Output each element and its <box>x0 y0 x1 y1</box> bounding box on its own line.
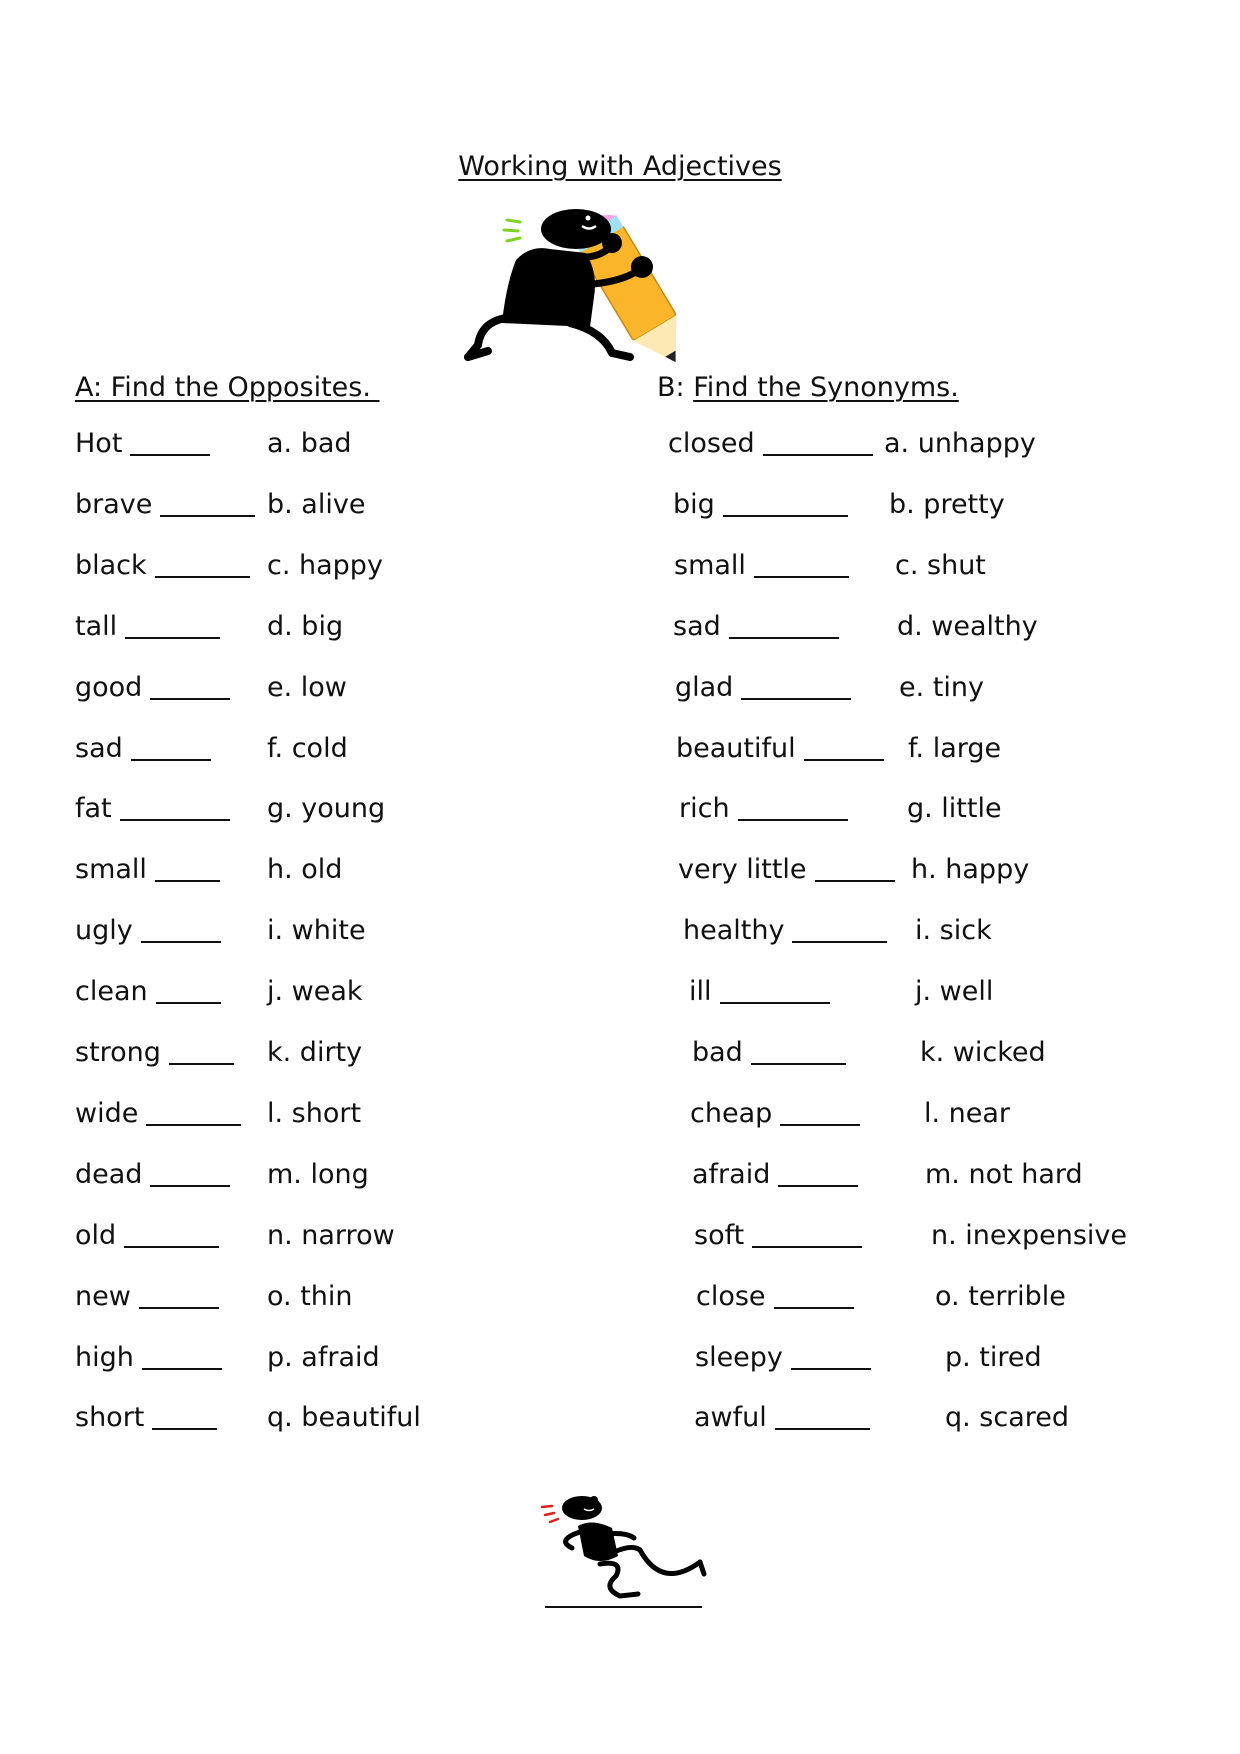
synonyms-word: bad <box>692 1037 743 1068</box>
opposites-answer-blank[interactable] <box>169 1063 234 1065</box>
synonyms-option: q. scared <box>945 1402 1070 1434</box>
synonyms-option: p. tired <box>945 1341 1042 1373</box>
synonyms-answer-blank[interactable] <box>815 880 895 882</box>
opposites-option: k. dirty <box>267 1037 363 1068</box>
synonyms-option: j. well <box>915 976 994 1008</box>
section-b-heading-row <box>657 374 959 401</box>
pencil-figure-icon <box>462 205 782 370</box>
opposites-option: j. weak <box>267 976 363 1008</box>
synonyms-answer-blank[interactable] <box>720 1002 830 1004</box>
opposites-word: good <box>75 671 143 703</box>
opposites-word: Hot <box>75 428 123 459</box>
synonyms-option: l. near <box>924 1097 1011 1129</box>
synonyms-answer-blank[interactable] <box>763 454 873 456</box>
opposites-answer-blank[interactable] <box>120 819 230 821</box>
opposites-word: wide <box>75 1097 139 1129</box>
opposites-word: dead <box>75 1158 143 1190</box>
opposites-answer-blank[interactable] <box>130 454 210 456</box>
opposites-option: g. young <box>267 793 386 825</box>
synonyms-option: i. sick <box>915 915 992 947</box>
synonyms-option: f. large <box>908 732 1002 764</box>
synonyms-word: beautiful <box>676 732 796 764</box>
synonyms-option: a. unhappy <box>884 428 1036 459</box>
opposites-answer-blank[interactable] <box>156 1002 221 1004</box>
synonyms-word: sleepy <box>695 1341 783 1373</box>
section-a-heading: A: Find the Opposites. <box>75 372 380 403</box>
synonyms-word: big <box>673 488 715 520</box>
opposites-word: clean <box>75 976 148 1008</box>
synonyms-answer-blank[interactable] <box>752 1246 862 1248</box>
motion-lines-icon <box>504 220 520 241</box>
opposites-option: h. old <box>267 854 343 886</box>
opposites-option: i. white <box>267 915 366 947</box>
opposites-option: d. big <box>267 610 344 642</box>
synonyms-answer-blank[interactable] <box>775 1428 870 1430</box>
opposites-option: e. low <box>267 671 347 703</box>
opposites-word: strong <box>75 1037 161 1068</box>
synonyms-option: e. tiny <box>899 671 984 703</box>
signature-line <box>545 1606 702 1608</box>
section-b-heading: Find the Synonyms. <box>693 372 959 403</box>
worksheet-title: Working with Adjectives <box>458 151 782 182</box>
synonyms-option: n. inexpensive <box>931 1219 1128 1251</box>
synonyms-option: d. wealthy <box>897 610 1038 642</box>
synonyms-word: cheap <box>690 1097 773 1129</box>
opposites-word: ugly <box>75 915 133 947</box>
synonyms-word: soft <box>694 1219 745 1251</box>
synonyms-word: afraid <box>692 1158 771 1190</box>
opposites-word: brave <box>75 488 153 520</box>
synonyms-word: ill <box>689 976 712 1008</box>
opposites-answer-blank[interactable] <box>155 880 220 882</box>
synonyms-option: g. little <box>907 793 1002 825</box>
synonyms-answer-blank[interactable] <box>741 698 851 700</box>
opposites-option: o. thin <box>267 1280 353 1312</box>
opposites-answer-blank[interactable] <box>142 1368 222 1370</box>
opposites-word: high <box>75 1341 134 1373</box>
synonyms-answer-blank[interactable] <box>792 941 887 943</box>
synonyms-option: h. happy <box>911 854 1030 886</box>
opposites-option: n. narrow <box>267 1219 395 1251</box>
synonyms-word: awful <box>694 1402 767 1434</box>
opposites-word: short <box>75 1402 145 1434</box>
opposites-answer-blank[interactable] <box>150 698 230 700</box>
opposites-option: f. cold <box>267 732 348 764</box>
opposites-word: black <box>75 549 147 581</box>
opposites-word: new <box>75 1280 131 1312</box>
synonyms-answer-blank[interactable] <box>778 1185 858 1187</box>
opposites-option: q. beautiful <box>267 1402 421 1434</box>
synonyms-option: o. terrible <box>935 1280 1066 1312</box>
opposites-word: tall <box>75 610 118 642</box>
synonyms-answer-blank[interactable] <box>723 515 848 517</box>
opposites-answer-blank[interactable] <box>141 941 221 943</box>
figure-head <box>541 209 611 249</box>
synonyms-answer-blank[interactable] <box>738 819 848 821</box>
synonyms-word: closed <box>668 428 755 459</box>
opposites-answer-blank[interactable] <box>139 1307 219 1309</box>
synonyms-answer-blank[interactable] <box>729 637 839 639</box>
section-b-prefix: B: <box>657 372 694 403</box>
opposites-answer-blank[interactable] <box>152 1428 217 1430</box>
opposites-answer-blank[interactable] <box>131 759 211 761</box>
opposites-word: fat <box>75 793 112 825</box>
synonyms-option: m. not hard <box>925 1158 1083 1190</box>
synonyms-word: close <box>696 1280 766 1312</box>
synonyms-option: b. pretty <box>889 488 1005 520</box>
opposites-word: sad <box>75 732 123 764</box>
synonyms-answer-blank[interactable] <box>754 576 849 578</box>
opposites-answer-blank[interactable] <box>155 576 250 578</box>
synonyms-answer-blank[interactable] <box>791 1368 871 1370</box>
opposites-option: b. alive <box>267 488 366 520</box>
opposites-option: m. long <box>267 1158 369 1190</box>
synonyms-word: very little <box>678 854 807 886</box>
synonyms-option: k. wicked <box>920 1037 1046 1068</box>
opposites-answer-blank[interactable] <box>125 637 220 639</box>
opposites-answer-blank[interactable] <box>124 1246 219 1248</box>
opposites-option: a. bad <box>267 428 352 459</box>
opposites-option: p. afraid <box>267 1341 380 1373</box>
synonyms-option: c. shut <box>895 549 986 581</box>
opposites-answer-blank[interactable] <box>160 515 255 517</box>
synonyms-word: sad <box>673 610 721 642</box>
opposites-answer-blank[interactable] <box>150 1185 230 1187</box>
opposites-answer-blank[interactable] <box>146 1124 241 1126</box>
opposites-word: old <box>75 1219 117 1251</box>
opposites-word: small <box>75 854 147 886</box>
synonyms-word: healthy <box>683 915 785 947</box>
opposites-option: l. short <box>267 1097 362 1129</box>
synonyms-answer-blank[interactable] <box>780 1124 860 1126</box>
motion-lines-icon <box>542 1506 558 1522</box>
synonyms-word: glad <box>675 671 734 703</box>
synonyms-answer-blank[interactable] <box>751 1063 846 1065</box>
running-figure-icon <box>540 1494 710 1602</box>
synonyms-word: rich <box>679 793 730 825</box>
synonyms-word: small <box>674 549 746 581</box>
opposites-option: c. happy <box>267 549 383 581</box>
synonyms-answer-blank[interactable] <box>774 1307 854 1309</box>
synonyms-answer-blank[interactable] <box>804 759 884 761</box>
